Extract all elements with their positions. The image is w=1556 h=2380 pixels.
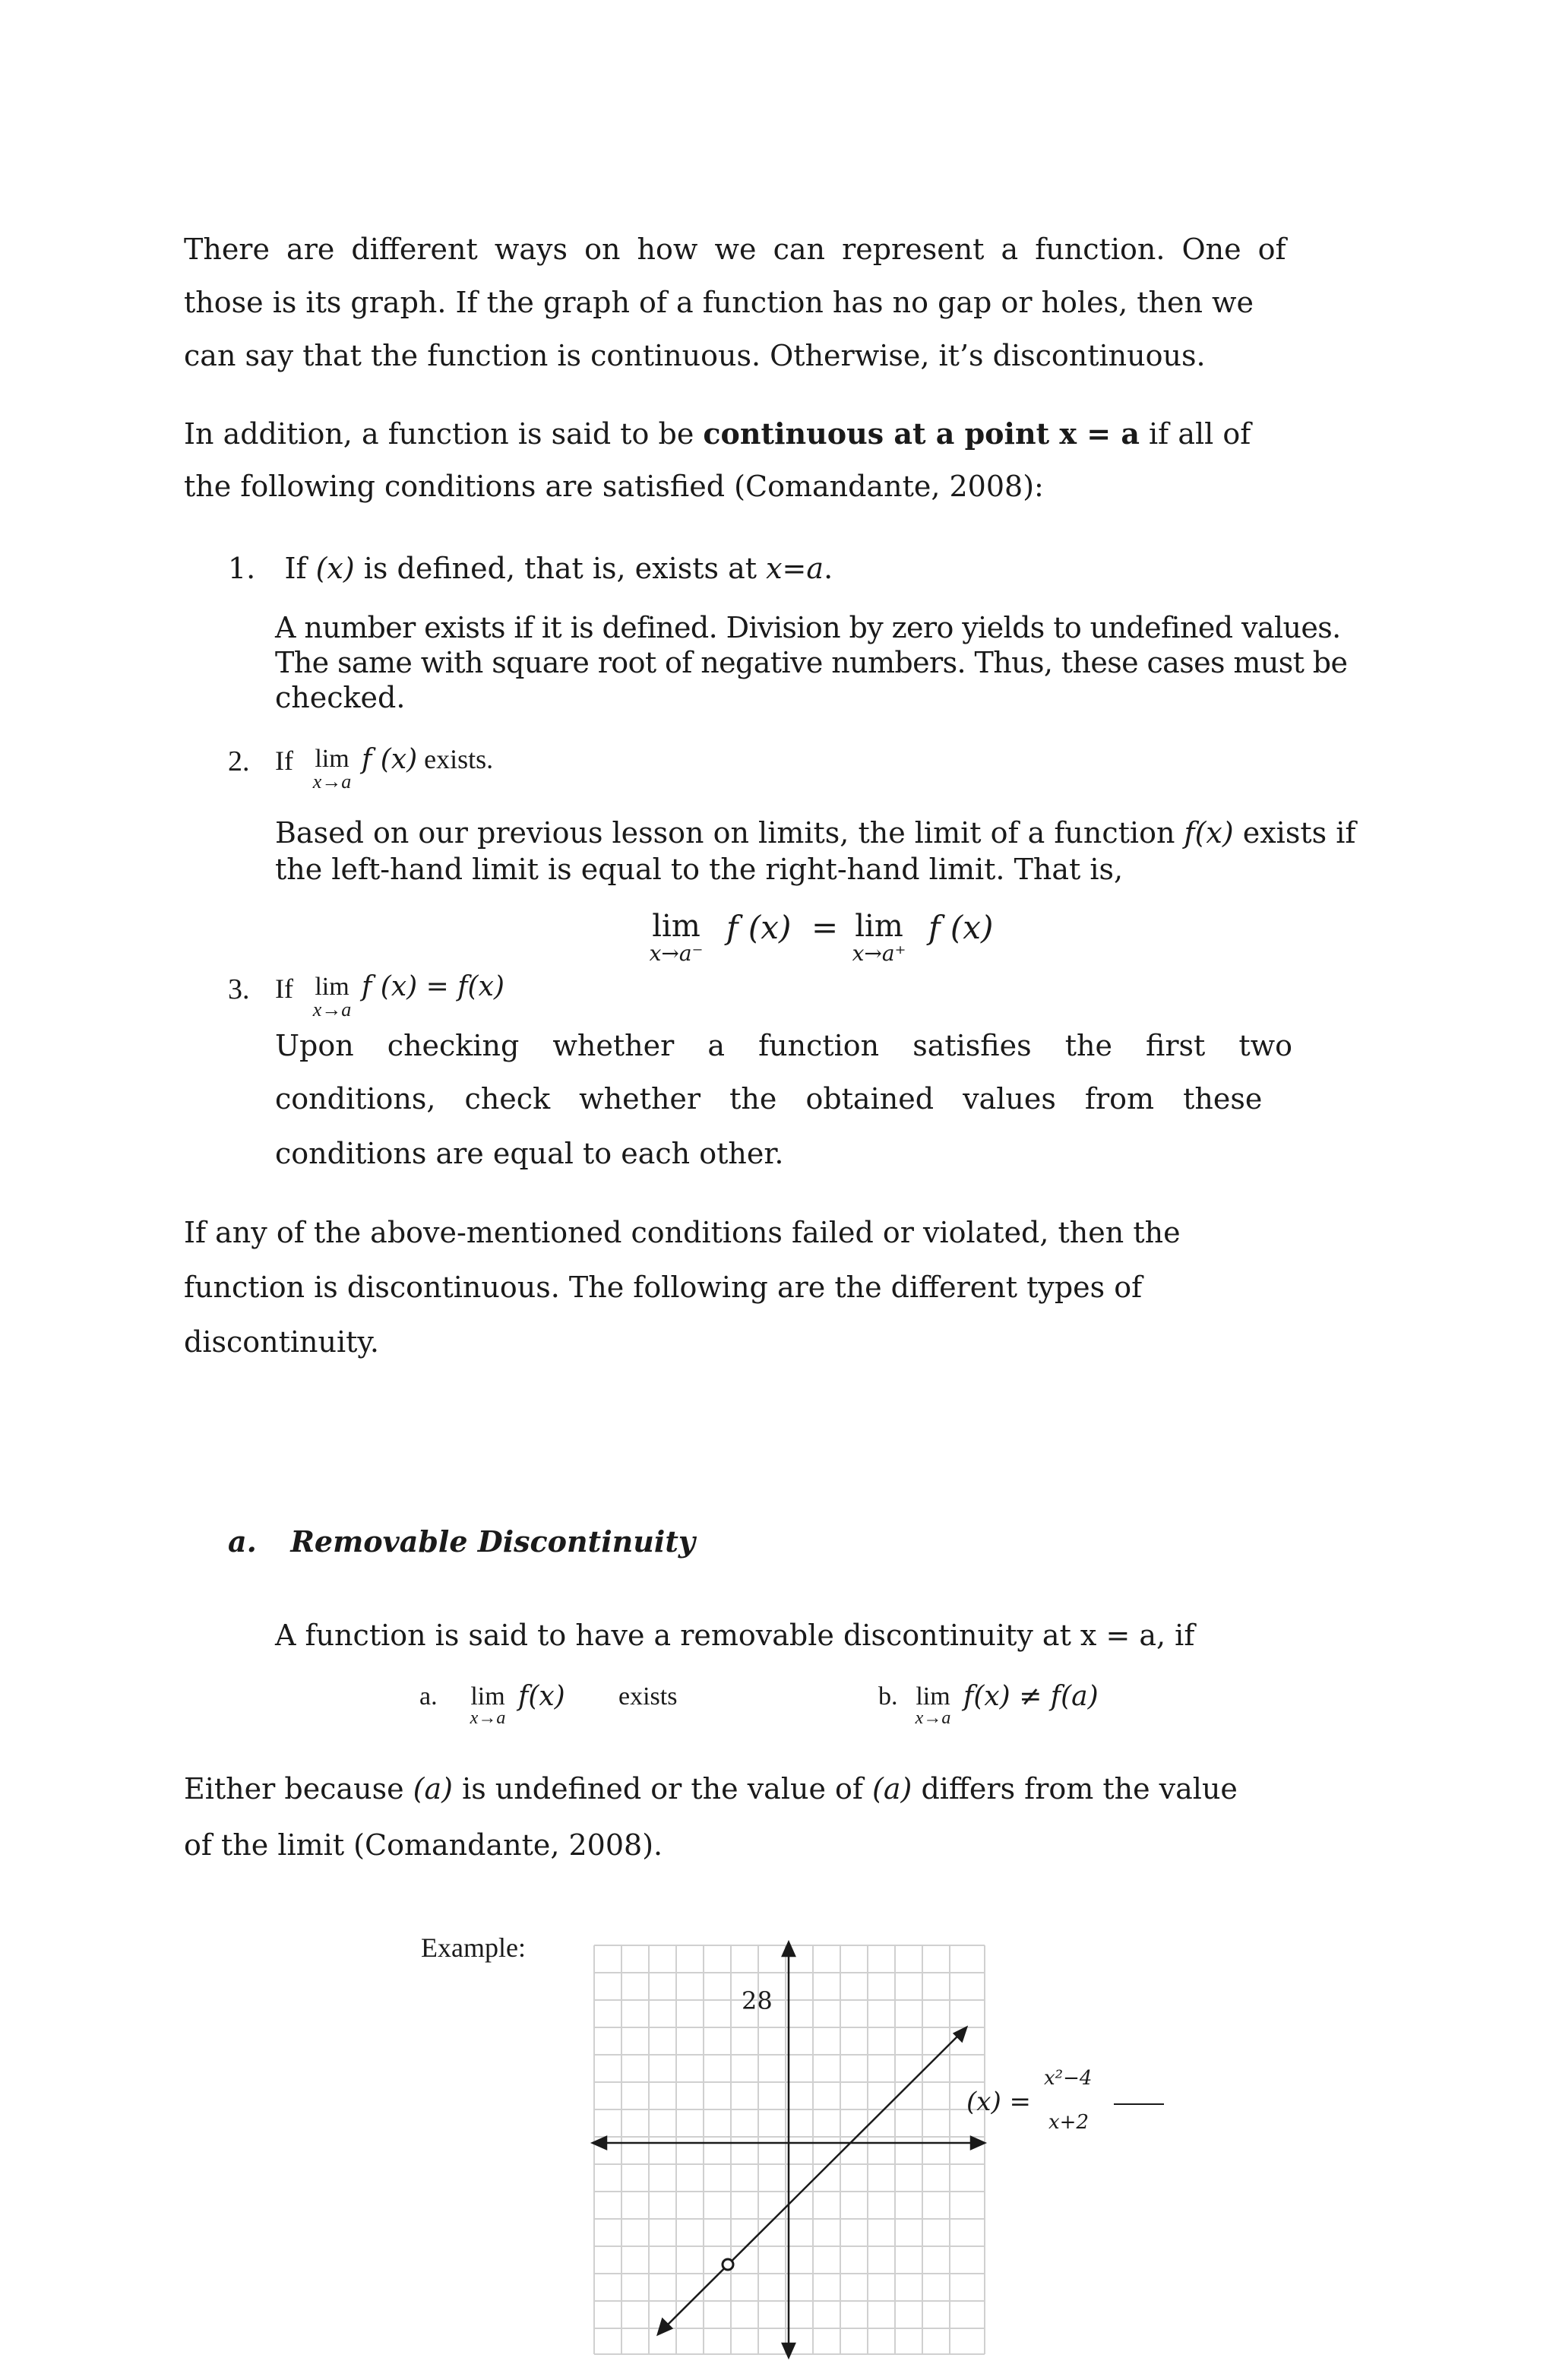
- function-fraction-bar: [1114, 2103, 1164, 2105]
- condition-1-text-a: If: [284, 552, 316, 585]
- left-limit-sub: x→a⁻: [649, 941, 704, 966]
- paragraph-discontinuous-line-2: function is discontinuous. The following are the different types of: [184, 1271, 1143, 1304]
- condition-1-math-xa: x=a: [766, 552, 824, 585]
- right-limit: [845, 909, 913, 966]
- removable-intro: A function is said to have a removable discontinuity at x = a, if: [275, 1619, 1195, 1652]
- condition-1-text-c: .: [824, 552, 833, 585]
- condition-1-math-fx: (x): [315, 552, 355, 585]
- definition-post-text: if all of: [1139, 417, 1251, 451]
- condition-3-fx: f (x) = f(x): [362, 971, 504, 1002]
- condition-3-desc-3: conditions are equal to each other.: [275, 1137, 784, 1170]
- paragraph-definition-line-1: [184, 416, 1251, 451]
- equation-equals: =: [811, 909, 839, 946]
- condition-2-desc-2: the left-hand limit is equal to the right-hand limit. That is,: [275, 853, 1124, 886]
- example-label: Example:: [421, 1932, 526, 1963]
- paragraph-definition-line-2: the following conditions are satisfied (Comandante, 2008):: [184, 470, 1044, 503]
- condition-3-desc-1: Upon checking whether a function satisfies the first two: [275, 1029, 1293, 1062]
- either-text-b: is undefined or the value of: [452, 1772, 873, 1806]
- condition-3-if: If: [275, 973, 293, 1004]
- condition-2-number: 2.: [228, 745, 250, 777]
- condition-1-text-b: is defined, that is, exists at: [354, 552, 767, 585]
- definition-pre-text: In addition, a function is said to be: [184, 417, 704, 451]
- example-function: [966, 2067, 1194, 2143]
- condition-1-desc-1: A number exists if it is defined. Division by zero yields to undefined values.: [275, 611, 1341, 644]
- removable-condition-a: [419, 1682, 723, 1751]
- condition-2-lim-word: lim: [315, 745, 349, 773]
- removable-b-label: b.: [878, 1682, 898, 1711]
- removable-a-limit: [462, 1682, 514, 1729]
- left-limit-fx: f (x): [726, 909, 792, 946]
- removable-a-lim-sub: x→a: [470, 1708, 506, 1728]
- condition-2-if: If: [275, 745, 293, 776]
- condition-3-desc-2: conditions, check whether the obtained values from these: [275, 1082, 1263, 1116]
- section-title: Removable Discontinuity: [290, 1524, 695, 1559]
- example-graph: [587, 1938, 997, 2363]
- condition-1-desc-2: The same with square root of negative numbers. Thus, these cases must be: [275, 646, 1348, 679]
- condition-1-desc-3: checked.: [275, 681, 406, 714]
- condition-3-lim-word: lim: [315, 973, 349, 1001]
- paragraph-discontinuous-line-3: discontinuity.: [184, 1325, 379, 1359]
- either-math-1: (a): [413, 1772, 453, 1806]
- function-numerator: x²−4: [1044, 2067, 1093, 2090]
- removable-a-lim-word: lim: [470, 1682, 505, 1711]
- condition-1-number: 1.: [228, 552, 256, 585]
- graph-y-tick-label: 28: [742, 1986, 773, 2015]
- removable-b-lim-sub: x→a: [915, 1708, 951, 1728]
- condition-2-fx: f (x): [362, 744, 418, 775]
- removable-a-label: a.: [419, 1682, 438, 1711]
- right-limit-fx: f (x): [928, 909, 994, 946]
- paragraph-either-line-1: [184, 1772, 1238, 1806]
- right-limit-word: lim: [855, 909, 903, 944]
- paragraph-intro-line-3: can say that the function is continuous. Otherwise, it’s discontinuous.: [184, 339, 1206, 372]
- condition-3-number: 3.: [228, 973, 250, 1005]
- graph-hole: [723, 2259, 733, 2270]
- section-heading: [228, 1524, 695, 1559]
- removable-a-exists: exists: [618, 1682, 678, 1711]
- paragraph-either-line-2: of the limit (Comandante, 2008).: [184, 1828, 663, 1862]
- condition-3-lim-sub: x→a: [312, 999, 352, 1021]
- condition-2-lim-sub: x→a: [312, 771, 352, 793]
- condition-2-desc-1-b: exists if: [1233, 816, 1356, 850]
- paragraph-intro-line-1: There are different ways on how we can represent a function. One of: [184, 233, 1286, 266]
- removable-b-limit: [907, 1682, 959, 1729]
- graph-y-axis: [783, 1942, 795, 2357]
- function-denominator: x+2: [1048, 2111, 1089, 2134]
- section-label: a.: [228, 1524, 257, 1559]
- condition-2-fx-row: [362, 743, 493, 775]
- left-limit-word: lim: [652, 909, 701, 944]
- condition-3: [228, 971, 1444, 1192]
- removable-condition-b: [878, 1682, 1182, 1751]
- removable-b-fx: f(x) ≠ f(a): [963, 1681, 1099, 1712]
- function-lhs: (x) =: [966, 2087, 1031, 2117]
- left-limit: [646, 909, 707, 966]
- condition-2-desc-1: [275, 816, 1355, 850]
- condition-3-limit: [305, 973, 359, 1021]
- condition-2-limit: [305, 745, 359, 793]
- either-text-a: Either because: [184, 1772, 413, 1806]
- either-text-c: differs from the value: [912, 1772, 1238, 1806]
- condition-2-desc-1-a: Based on our previous lesson on limits, the limit of a function: [275, 816, 1184, 850]
- condition-2-exists: exists.: [417, 744, 494, 774]
- removable-a-fx: f(x): [518, 1681, 565, 1712]
- right-limit-sub: x→a⁺: [852, 941, 906, 966]
- paragraph-intro-line-2: those is its graph. If the graph of a function has no gap or holes, then we: [184, 286, 1254, 319]
- definition-bold-text: continuous at a point x = a: [703, 416, 1140, 451]
- condition-1-heading: [228, 552, 833, 585]
- either-math-2: (a): [872, 1772, 912, 1806]
- condition-2-desc-1-math: f(x): [1184, 816, 1234, 850]
- paragraph-discontinuous-line-1: If any of the above-mentioned conditions failed or violated, then the: [184, 1216, 1181, 1249]
- removable-b-lim-word: lim: [916, 1682, 950, 1711]
